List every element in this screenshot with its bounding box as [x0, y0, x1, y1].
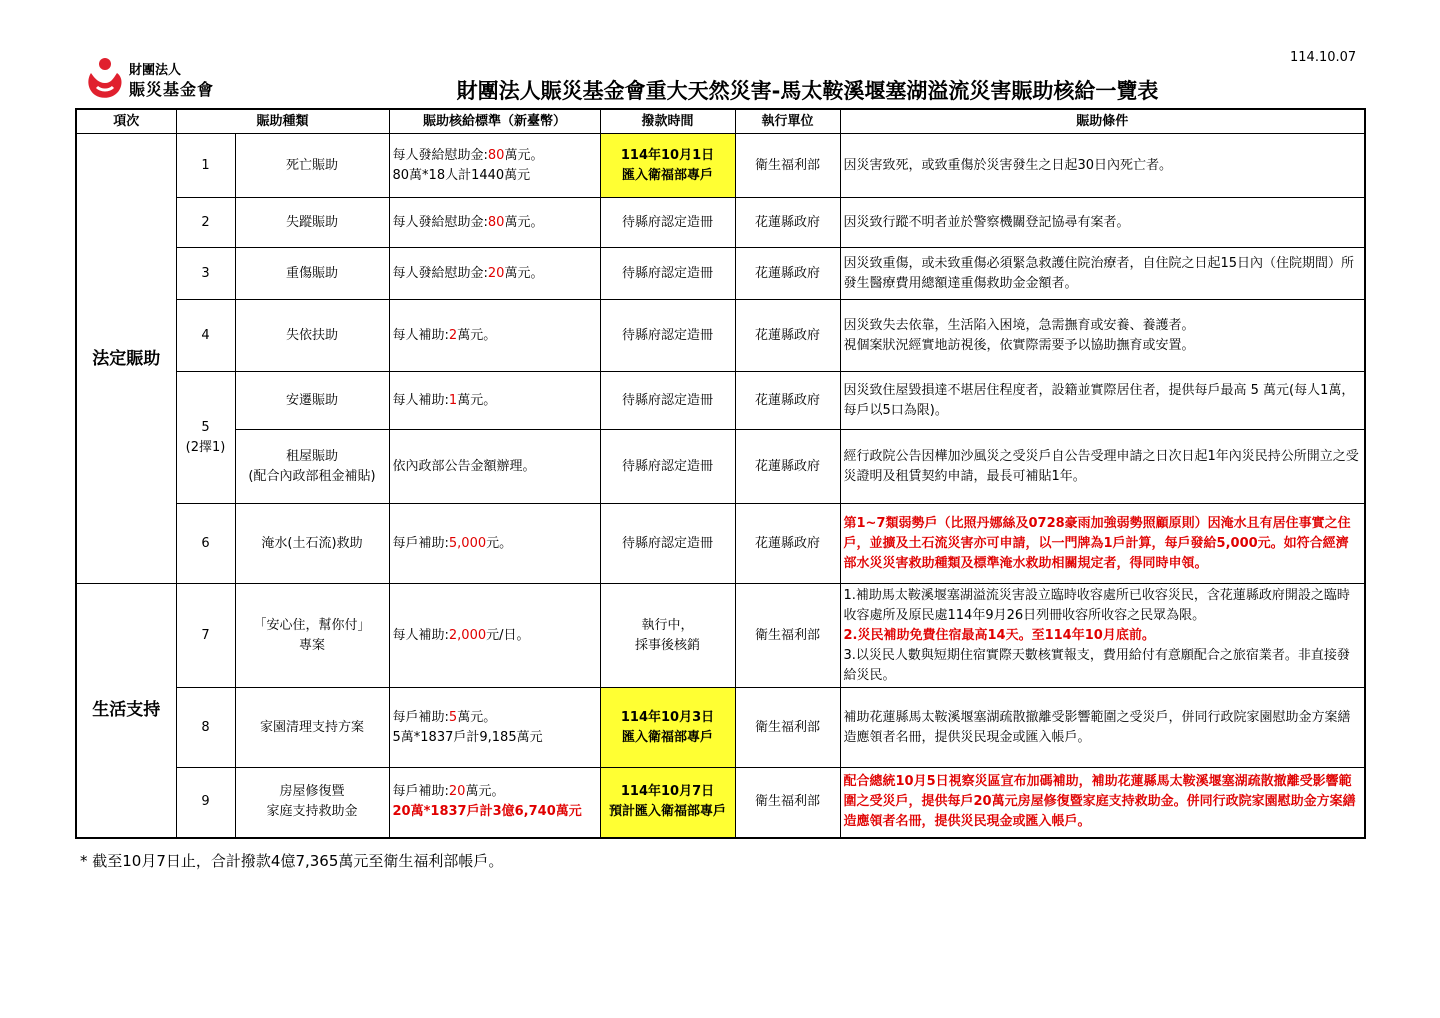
row-number: 7: [176, 584, 235, 688]
standard-unit: 萬元。: [504, 214, 544, 230]
relief-standard: [389, 198, 600, 248]
relief-condition: [840, 584, 1365, 688]
standard-amount: 80: [487, 214, 505, 230]
table-row: [76, 430, 1365, 504]
condition-line: 視個案狀況經實地訪視後，依實際需要予以協助撫育或安置。: [843, 337, 1195, 353]
standard-text: 每戶補助:: [392, 709, 449, 725]
relief-condition: 因災害致死，或致重傷於災害發生之日起30日內死亡者。: [840, 134, 1365, 198]
standard-unit: 萬元。: [504, 265, 544, 281]
relief-type: 失蹤賑助: [235, 198, 389, 248]
standard-amount: 1: [448, 392, 458, 408]
table-row: [76, 768, 1365, 838]
relief-condition: 第1~7類弱勢戶（比照丹娜絲及0728豪雨加強弱勢照顧原則）因淹水且有居住事實之住戶，並擴及土石流災害亦可申請，以一門牌為1戶計算，每戶發給5,000元。如符合經濟部水災災害救助種類及標準淹水救助相關規定者，得同時申領。: [840, 504, 1365, 584]
row-number: 8: [176, 688, 235, 768]
header-type: 賑助種類: [176, 109, 389, 134]
relief-type: [235, 584, 389, 688]
table-row: [76, 248, 1365, 300]
standard-text: 每人發給慰助金:: [392, 265, 488, 281]
relief-type-line: 租屋賑助: [286, 448, 339, 464]
executing-unit: 花蓮縣政府: [735, 430, 840, 504]
standard-amount: 80: [487, 147, 505, 163]
relief-type: 死亡賑助: [235, 134, 389, 198]
relief-type: 家園清理支持方案: [235, 688, 389, 768]
table-row: [76, 372, 1365, 430]
executing-unit: 花蓮縣政府: [735, 198, 840, 248]
relief-condition: [840, 300, 1365, 372]
standard-amount: 2: [448, 327, 458, 343]
row-number: [176, 372, 235, 504]
logo-subtitle: 財團法人: [129, 63, 182, 78]
payment-time: 待縣府認定造冊: [600, 198, 735, 248]
header-condition: 賑助條件: [840, 109, 1365, 134]
executing-unit: 花蓮縣政府: [735, 504, 840, 584]
standard-text: 每人發給慰助金:: [392, 214, 488, 230]
relief-type: 重傷賑助: [235, 248, 389, 300]
relief-standard: [389, 248, 600, 300]
payment-note: 採事後核銷: [635, 637, 701, 653]
condition-line: 1.補助馬太鞍溪堰塞湖溢流災害設立臨時收容處所已收容災民，含花蓮縣政府開設之臨時收容處所及原民處114年9月26日列冊收容所收容之民眾為限。: [843, 587, 1350, 623]
header-item: 項次: [76, 109, 176, 134]
executing-unit: 花蓮縣政府: [735, 248, 840, 300]
relief-type-line: 家庭支持救助金: [266, 804, 358, 820]
standard-unit: 萬元。: [465, 784, 505, 800]
relief-condition: 因災致住屋毀損達不堪居住程度者，設籍並實際居住者，提供每戶最高 5 萬元(每人1萬，每戶以5口為限)。: [840, 372, 1365, 430]
payment-time: 待縣府認定造冊: [600, 248, 735, 300]
category-living: 生活支持: [76, 584, 176, 838]
header-unit: 執行單位: [735, 109, 840, 134]
condition-line: 因災致失去依靠，生活陷入困境，急需撫育或安養、養護者。: [843, 317, 1195, 333]
row-number: 1: [176, 134, 235, 198]
table-row: [76, 198, 1365, 248]
relief-table: [75, 108, 1366, 839]
standard-unit: 元。: [486, 535, 513, 551]
relief-condition: 補助花蓮縣馬太鞍溪堰塞湖疏散撤離受影響範圍之受災戶，併同行政院家園慰助金方案繕造應領者名冊，提供災民現金或匯入帳戶。: [840, 688, 1365, 768]
row-number-note: (2擇1): [185, 439, 226, 455]
payment-time: 待縣府認定造冊: [600, 300, 735, 372]
standard-total: 20萬*1837戶計3億6,740萬元: [392, 804, 582, 820]
row-number: 6: [176, 504, 235, 584]
table-header-row: [76, 109, 1365, 134]
relief-type-line: (配合內政部租金補貼): [248, 468, 376, 484]
row-number: 3: [176, 248, 235, 300]
relief-standard: [389, 134, 600, 198]
relief-condition: 因災致重傷，或未致重傷必須緊急救護住院治療者，自住院之日起15日內（住院期間）所發生醫療費用總額達重傷救助金金額者。: [840, 248, 1365, 300]
relief-type: 失依扶助: [235, 300, 389, 372]
table-row: [76, 688, 1365, 768]
standard-text: 每人發給慰助金:: [392, 147, 488, 163]
payment-time: [600, 584, 735, 688]
relief-type: [235, 768, 389, 838]
payment-date: 114年10月3日: [620, 709, 715, 725]
standard-total: 5萬*1837戶計9,185萬元: [392, 729, 543, 745]
payment-time: [600, 134, 735, 198]
payment-note: 預計匯入衛福部專戶: [609, 804, 727, 820]
row-number: 2: [176, 198, 235, 248]
executing-unit: 衛生福利部: [735, 768, 840, 838]
executing-unit: 衛生福利部: [735, 688, 840, 768]
relief-standard: [389, 372, 600, 430]
payment-date: 114年10月7日: [620, 784, 715, 800]
category-legal: 法定賑助: [76, 134, 176, 584]
table-row: [76, 300, 1365, 372]
standard-text: 每人補助:: [392, 627, 449, 643]
payment-time: [600, 688, 735, 768]
executing-unit: 衛生福利部: [735, 134, 840, 198]
standard-text: 每戶補助:: [392, 535, 449, 551]
relief-standard: [389, 584, 600, 688]
standard-unit: 萬元。: [457, 327, 497, 343]
document-date: 114.10.07: [1290, 50, 1357, 65]
condition-line: 2.災民補助免費住宿最高14天。至114年10月底前。: [843, 627, 1155, 643]
standard-amount: 2,000: [448, 627, 487, 643]
standard-unit: 萬元。: [457, 392, 497, 408]
standard-total: 80萬*18人計1440萬元: [392, 167, 531, 183]
relief-type-line: 專案: [299, 637, 326, 653]
relief-type: 安遷賑助: [235, 372, 389, 430]
standard-text: 每戶補助:: [392, 784, 449, 800]
standard-unit: 萬元。: [504, 147, 544, 163]
standard-amount: 5,000: [448, 535, 487, 551]
relief-type: [235, 430, 389, 504]
footnote: * 截至10月7日止，合計撥款4億7,365萬元至衛生福利部帳戶。: [80, 852, 504, 870]
standard-amount: 5: [448, 709, 458, 725]
payment-status: 執行中，: [641, 617, 694, 633]
row-number-value: 5: [201, 419, 210, 435]
table-row: [76, 134, 1365, 198]
header-standard: 賑助核給標準（新臺幣）: [389, 109, 600, 134]
logo-name: 賑災基金會: [129, 80, 215, 99]
condition-line: 3.以災民人數與短期住宿實際天數核實報支，費用給付有意願配合之旅宿業者。非直接發給災民。: [843, 647, 1350, 683]
relief-standard: 依內政部公告金額辦理。: [389, 430, 600, 504]
payment-date: 114年10月1日: [620, 147, 715, 163]
payment-time: 待縣府認定造冊: [600, 504, 735, 584]
relief-standard: [389, 688, 600, 768]
executing-unit: 衛生福利部: [735, 584, 840, 688]
page-title: 財團法人賑災基金會重大天然災害-馬太鞍溪堰塞湖溢流災害賑助核給一覽表: [456, 79, 1159, 103]
standard-amount: 20: [448, 784, 466, 800]
standard-text: 每人補助:: [392, 392, 449, 408]
row-number: 4: [176, 300, 235, 372]
standard-amount: 20: [487, 265, 505, 281]
row-number: 9: [176, 768, 235, 838]
standard-unit: 萬元。: [457, 709, 497, 725]
relief-standard: [389, 300, 600, 372]
standard-text: 每人補助:: [392, 327, 449, 343]
table-row: [76, 504, 1365, 584]
executing-unit: 花蓮縣政府: [735, 372, 840, 430]
payment-note: 匯入衛福部專戶: [622, 729, 714, 745]
header-time: 撥款時間: [600, 109, 735, 134]
relief-type-line: 「安心住，幫你付」: [253, 617, 371, 633]
relief-type: 淹水(土石流)救助: [235, 504, 389, 584]
relief-condition: 配合總統10月5日視察災區宣布加碼補助，補助花蓮縣馬太鞍溪堰塞湖疏散撤離受影響範圍之受災戶，提供每戶20萬元房屋修復暨家庭支持救助金。併同行政院家園慰助金方案繕造應領者名冊，提供災民現金或匯入帳戶。: [840, 768, 1365, 838]
payment-time: [600, 768, 735, 838]
table-row: [76, 584, 1365, 688]
relief-standard: [389, 504, 600, 584]
payment-time: 待縣府認定造冊: [600, 430, 735, 504]
relief-type-line: 房屋修復暨: [279, 784, 345, 800]
relief-standard: [389, 768, 600, 838]
relief-condition: 經行政院公告因樺加沙風災之受災戶自公告受理申請之日次日起1年內災民持公所開立之受災證明及租賃契約申請，最長可補貼1年。: [840, 430, 1365, 504]
payment-time: 待縣府認定造冊: [600, 372, 735, 430]
payment-note: 匯入衛福部專戶: [622, 167, 714, 183]
executing-unit: 花蓮縣政府: [735, 300, 840, 372]
standard-unit: 元/日。: [486, 627, 530, 643]
relief-condition: 因災致行蹤不明者並於警察機關登記協尋有案者。: [840, 198, 1365, 248]
